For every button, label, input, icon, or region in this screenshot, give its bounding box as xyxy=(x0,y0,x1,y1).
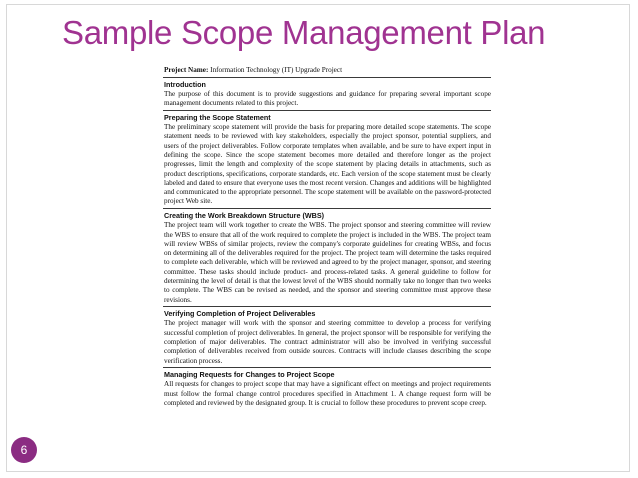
section-heading-introduction: Introduction xyxy=(164,80,206,89)
section-divider xyxy=(163,208,491,209)
section-divider xyxy=(163,77,491,78)
slide-title: Sample Scope Management Plan xyxy=(62,14,546,51)
section-heading-wbs: Creating the Work Breakdown Structure (WBS) xyxy=(164,211,325,221)
section-heading-change-requests: Managing Requests for Changes to Project Scope xyxy=(164,370,335,380)
project-name-value: Information Technology (IT) Upgrade Project xyxy=(210,66,343,74)
section-body-introduction: The purpose of this document is to provide suggestions and guidance for preparing several important scope management documents related to this project. xyxy=(164,90,491,108)
section-body-verifying: The project manager will work with the sponsor and steering committee to develop a process for verifying successful completion of project deliverables. In general, the project sponsor will be responsible for verifying the completion of major deliverables. The contract administrator will also be involved in verifying successful completion of deliverables received from outside sources. Contracts will include clauses describing the scope verification process. xyxy=(164,319,491,365)
section-heading-scope-statement: Preparing the Scope Statement xyxy=(164,113,271,123)
section-body-scope-statement: The preliminary scope statement will provide the basis for preparing more detailed scope statements. The scope statement needs to be reviewed with key stakeholders, especially the project sponsor, potential suppliers, and users of the project deliverables. Follow corporate templates when available, and be sure to have expert input in defining the scope. Since the scope statement becomes more detailed and therefore longer as the project progresses, limit the length and complexity of the scope statement by placing details in attachments, such as product descriptions, specifications, corporate standards, etc. Each version of the scope statement must be clearly labeled and dated to ensure that everyone uses the most recent version. Changes and additions will be highlighted and communicated to the appropriate personnel. The scope statement will be available on the password-protected project Web site. xyxy=(164,123,491,206)
scope-plan-document xyxy=(163,66,491,410)
project-name-line xyxy=(164,66,491,75)
section-body-wbs: The project team will work together to create the WBS. The project sponsor and steering committee will review the WBS to ensure that all of the work required to complete the project is included in the WBS. The project team will review WBSs of similar projects, review the company's corporate guidelines for creating WBSs, and focus on determining all of the deliverables required for the project. The project team will determine the tasks required to complete each deliverable, which will be reviewed and agreed to by the project manager, sponsor, and steering committee. These tasks should include product- and process-related tasks. A general guideline to follow for determining the level of detail is that the lowest level of the WBS should normally take no longer than two weeks to complete. The WBS can be revised as needed, and the sponsor and steering committee must approve these revisions. xyxy=(164,221,491,304)
project-name-label: Project Name: xyxy=(164,66,209,74)
section-divider xyxy=(163,110,491,111)
section-divider xyxy=(163,306,491,307)
section-body-change-requests: All requests for changes to project scope that may have a significant effect on meetings and project requirements must follow the formal change control procedures specified in Attachment 1. A change request form will be completed and reviewed by the designated group. It is crucial to follow these procedures to prevent scope creep. xyxy=(164,380,491,408)
section-divider xyxy=(163,367,491,368)
page-number-badge: 6 xyxy=(11,437,37,463)
section-heading-verifying: Verifying Completion of Project Deliverables xyxy=(164,309,316,319)
